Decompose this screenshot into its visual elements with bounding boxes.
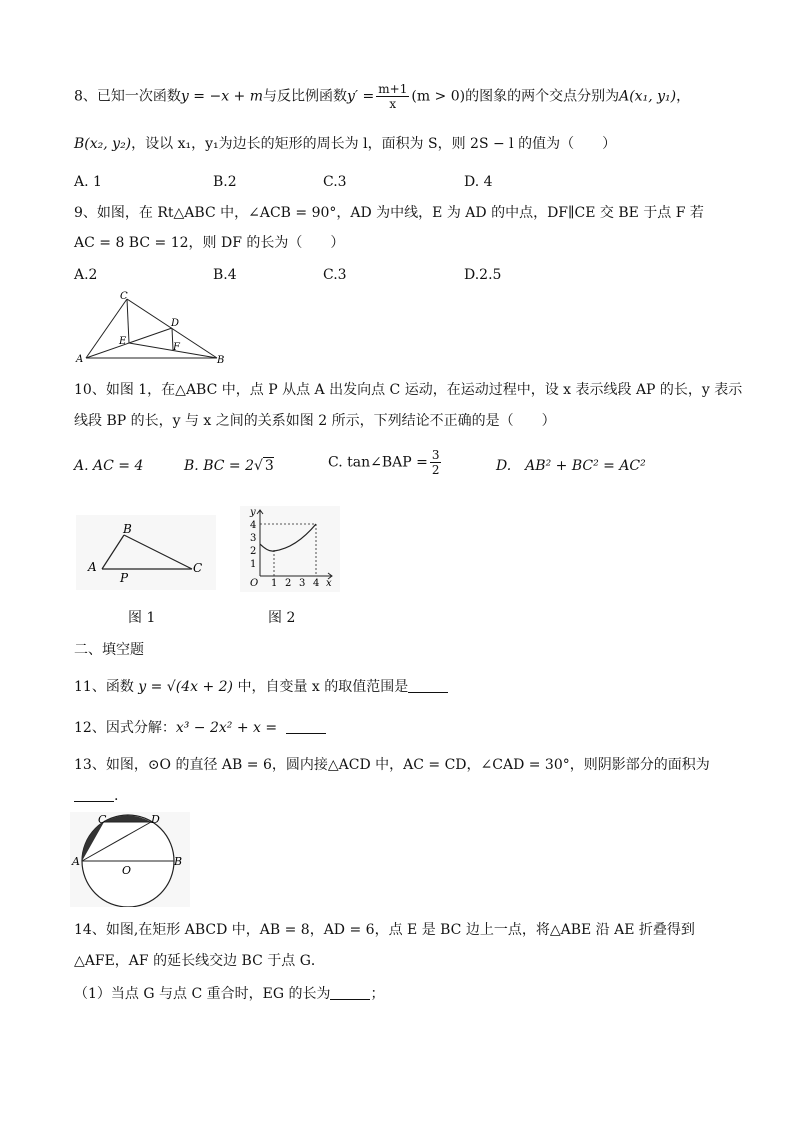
- q8-option-a: A. 1: [74, 174, 102, 190]
- q9-triangle-figure: [74, 288, 234, 366]
- q13-line1: 13、如图，⊙O 的直径 AB = 6，圆内接△ACD 中，AC = CD，∠CAD = 30°，则阴影部分的面积为: [74, 757, 710, 773]
- q10-line1: 10、如图 1，在△ABC 中，点 P 从点 A 出发向点 C 运动，在运动过程中，设 x 表示线段 AP 的长，y 表示: [74, 382, 743, 398]
- q10-option-b: B. BC = 2√ 3: [184, 458, 274, 474]
- q11-answer-blank[interactable]: [408, 678, 448, 693]
- q10-figure-2-graph: [240, 506, 340, 592]
- section-heading-fill-blank: 二、填空题: [74, 642, 144, 658]
- fig1-label-c: C: [193, 561, 203, 575]
- q8-fraction: $\frac{m+1}{x}$: [378, 82, 408, 111]
- q12-line: 12、因式分解：x³ − 2x² + x =: [74, 718, 326, 738]
- q9-option-d: D.2.5: [464, 267, 502, 283]
- label-a: A: [76, 354, 84, 365]
- circle-label-b: B: [174, 855, 183, 868]
- label-d: D: [171, 318, 180, 329]
- svg-text:3: 3: [299, 578, 306, 589]
- q13-line2: .: [74, 786, 118, 806]
- circle-label-d: D: [151, 813, 160, 826]
- q9-option-b: B.4: [213, 267, 237, 283]
- circle-label-o: O: [122, 864, 132, 877]
- circle-label-a: A: [72, 855, 80, 868]
- q13-answer-blank[interactable]: [74, 787, 114, 802]
- q14-line2: △AFE，AF 的延长线交边 BC 于点 G．: [74, 953, 325, 969]
- q8-line1: 8、已知一次函数y = −x + m与反比例函数y′ = $\frac{m+1}{x}$ (m > 0)的图象的两个交点分别为A(x₁, y₁)，: [74, 82, 691, 111]
- label-e: E: [119, 336, 127, 347]
- q14-answer-blank[interactable]: [330, 985, 370, 1000]
- q10-caption-1: 图 1: [128, 610, 156, 626]
- q12-answer-blank[interactable]: [286, 719, 326, 734]
- svg-text:4: 4: [313, 578, 320, 589]
- q14-line1: 14、如图,在矩形 ABCD 中，AB = 8，AD = 6，点 E 是 BC 边上一点，将△ABE 沿 AE 折叠得到: [74, 922, 695, 938]
- label-b: B: [217, 355, 225, 366]
- q10-figure-1: [76, 515, 216, 590]
- q10-option-a: A. AC = 4: [74, 458, 144, 474]
- q8-option-d: D. 4: [464, 174, 493, 190]
- svg-text:4: 4: [250, 520, 257, 531]
- q13-circle-figure: [70, 812, 190, 907]
- q8-option-c: C.3: [323, 174, 347, 190]
- q10-option-d: D. AB² + BC² = AC²: [496, 458, 646, 474]
- label-f: F: [173, 342, 180, 353]
- q14-line3: （1）当点 G 与点 C 重合时，EG 的长为 ；: [74, 986, 385, 1002]
- q10-line2: 线段 BP 的长，y 与 x 之间的关系如图 2 所示，下列结论不正确的是（ ）: [74, 413, 556, 429]
- fig1-label-b: B: [123, 522, 132, 536]
- q8-option-b: B.2: [213, 174, 237, 190]
- q9-option-a: A.2: [74, 267, 98, 283]
- fig2-label-origin: O: [250, 578, 259, 589]
- fig2-label-x: x: [326, 578, 332, 589]
- q11-line: 11、函数 y = √(4x + 2) 中，自变量 x 的取值范围是: [74, 677, 448, 697]
- svg-text:2: 2: [250, 546, 257, 557]
- svg-text:3: 3: [250, 533, 257, 544]
- fig2-label-y: y: [250, 507, 256, 518]
- q9-line1: 9、如图，在 Rt△ABC 中，∠ACB = 90°，AD 为中线，E 为 AD 的中点，DF∥CE 交 BE 于点 F 若: [74, 205, 704, 221]
- q10-option-c: C. tan∠BAP = $\frac{3}{2}$: [328, 448, 440, 477]
- svg-text:1: 1: [250, 559, 257, 570]
- label-c: C: [120, 291, 128, 302]
- circle-label-c: C: [98, 813, 107, 826]
- q9-option-c: C.3: [323, 267, 347, 283]
- fig1-label-p: P: [120, 571, 129, 585]
- q8-number: 8、: [74, 88, 97, 105]
- q10-caption-2: 图 2: [268, 610, 296, 626]
- svg-text:2: 2: [285, 578, 292, 589]
- q9-line2: AC = 8 BC = 12，则 DF 的长为（ ）: [74, 235, 345, 251]
- svg-text:1: 1: [271, 578, 278, 589]
- q8-line2: B(x₂, y₂)，设以 x₁，y₁为边长的矩形的周长为 l，面积为 S，则 2S − l 的值为（ ）: [74, 136, 617, 152]
- fig1-label-a: A: [88, 560, 97, 574]
